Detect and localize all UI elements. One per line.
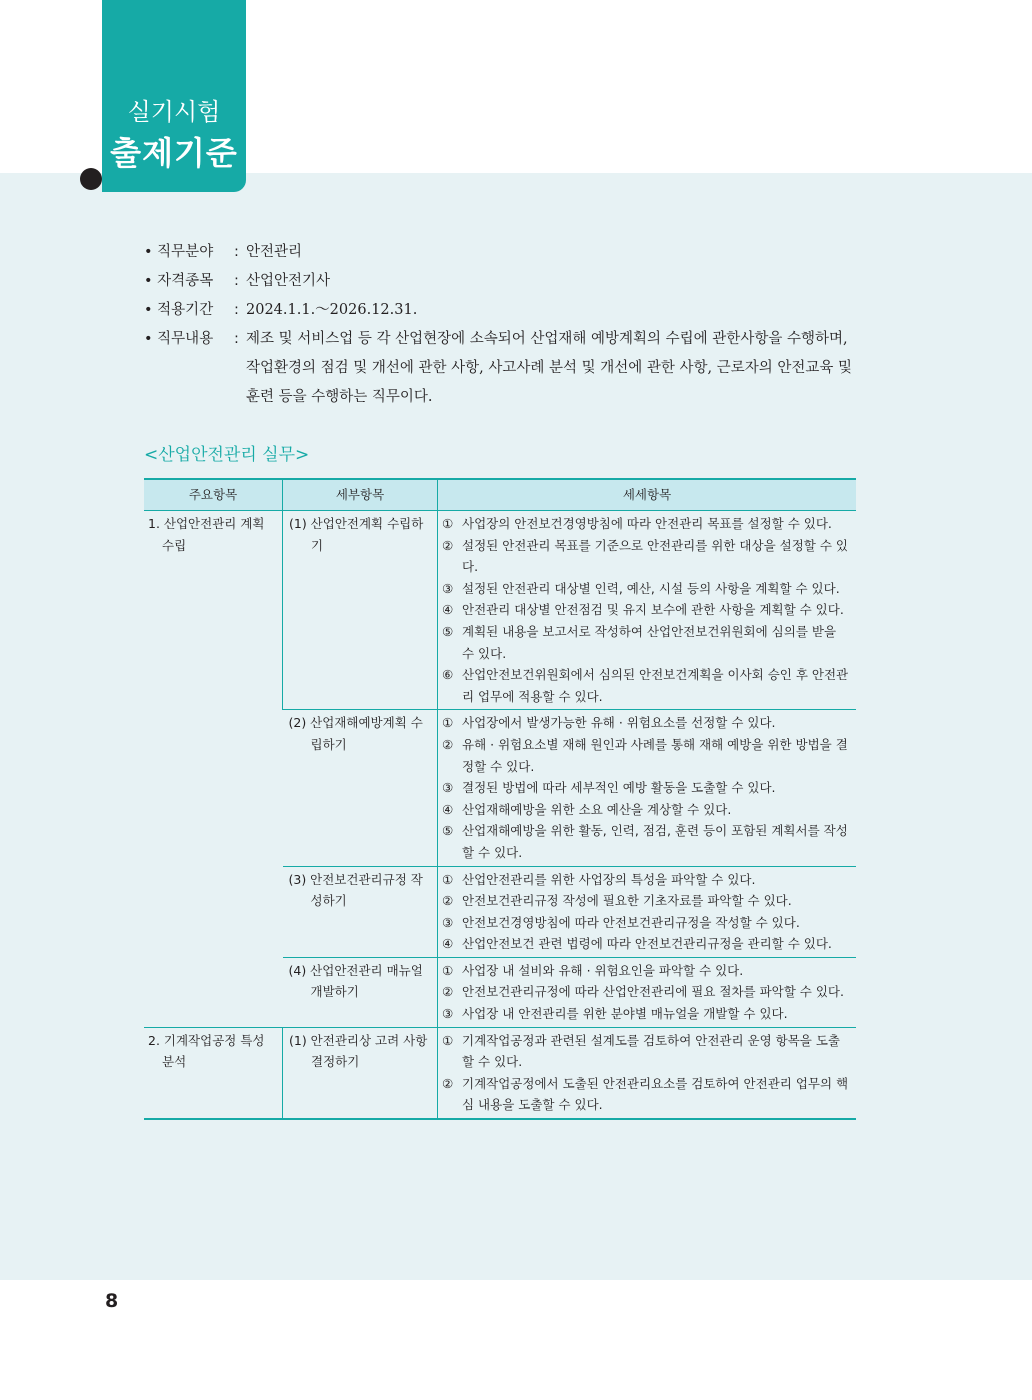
detail-item [442, 933, 852, 955]
detail-number: ② [442, 537, 454, 553]
detail-number: ④ [442, 801, 454, 817]
info-value: 제조 및 서비스업 등 각 산업현장에 소속되어 산업재해 예방계획의 수립에 관한사항을 수행하며, 작업환경의 점검 및 개선에 관한 사항, 사고사례 분석 및 개선에 관한 사항, 근로자의 안전교육 및 훈련 등을 수행하는 직무이다. [246, 331, 853, 405]
info-key: • 적용기간 [144, 302, 214, 318]
info-value: 2024.1.1.～2026.12.31. [246, 302, 418, 318]
detail-number: ③ [442, 780, 454, 796]
sub-item-cell [283, 710, 438, 866]
detail-item [442, 912, 852, 934]
tab-title-line1: 실기시험 [127, 98, 221, 126]
detail-item [442, 799, 852, 821]
detail-item [442, 981, 852, 1003]
detail-item-cell [438, 710, 857, 866]
sub-item-label: (2) 산업재해예방계획 수립하기 [288, 715, 423, 752]
detail-item [442, 777, 852, 799]
detail-number: ③ [442, 580, 454, 596]
detail-text: 기계작업공정과 관련된 설계도를 검토하여 안전관리 운영 항목을 도출할 수 있다. [462, 1032, 840, 1070]
detail-item [442, 820, 852, 863]
detail-item [442, 960, 852, 982]
detail-text: 안전보건경영방침에 따라 안전보건관리규정을 작성할 수 있다. [462, 914, 800, 930]
detail-number: ① [442, 1032, 454, 1048]
info-key: • 직무분야 [144, 244, 214, 260]
sub-item-label: (4) 산업안전관리 매뉴얼 개발하기 [288, 962, 423, 1000]
table-body [144, 511, 856, 1120]
sub-item-label: (1) 산업안전계획 수립하기 [289, 516, 424, 553]
table-row [144, 1027, 856, 1119]
sub-item-label: (1) 안전관리상 고려 사항 결정하기 [289, 1032, 428, 1070]
detail-item-cell [438, 1027, 857, 1119]
main-item-cell [144, 1027, 283, 1119]
section-tab [102, 0, 246, 192]
detail-text: 설정된 안전관리 목표를 기준으로 안전관리를 위한 대상을 설정할 수 있다. [462, 537, 848, 575]
detail-number: ② [442, 893, 454, 909]
section-title: <산업안전관리 실무> [144, 445, 310, 465]
detail-text: 유해 · 위험요소별 재해 원인과 사례를 통해 재해 예방을 위한 방법을 결정할 수 있다. [462, 736, 848, 774]
header-detail-item: 세세항목 [438, 479, 857, 511]
detail-list [442, 513, 852, 707]
detail-text: 사업장에서 발생가능한 유해 · 위험요소를 선정할 수 있다. [462, 715, 776, 731]
detail-text: 안전보건관리규정 작성에 필요한 기초자료를 파악할 수 있다. [462, 893, 792, 909]
sub-item-cell [283, 1027, 438, 1119]
header-main-item: 주요항목 [144, 479, 283, 511]
sub-item-cell [283, 957, 438, 1027]
detail-number: ② [442, 1075, 454, 1091]
detail-number: ③ [442, 914, 454, 930]
detail-text: 사업장 내 안전관리를 위한 분야별 매뉴얼을 개발할 수 있다. [462, 1006, 788, 1022]
detail-list [442, 869, 852, 955]
detail-number: ⑤ [442, 823, 454, 839]
detail-text: 설정된 안전관리 대상별 인력, 예산, 시설 등의 사항을 계획할 수 있다. [462, 580, 840, 596]
page-number: 8 [105, 1290, 119, 1312]
info-row: • 자격종목 : 산업안전기사 [144, 267, 864, 296]
detail-number: ③ [442, 1006, 454, 1022]
detail-item [442, 578, 852, 600]
detail-item [442, 1073, 852, 1116]
detail-number: ② [442, 984, 454, 1000]
header-sub-item: 세부항목 [283, 479, 438, 511]
detail-item [442, 890, 852, 912]
detail-number: ④ [442, 936, 454, 952]
detail-item-cell [438, 511, 857, 710]
detail-text: 사업장 내 설비와 유해 · 위험요인을 파악할 수 있다. [462, 962, 744, 978]
sub-item-label: (3) 안전보건관리규정 작성하기 [288, 871, 423, 909]
detail-item [442, 599, 852, 621]
detail-text: 계획된 내용을 보고서로 작성하여 산업안전보건위원회에 심의를 받을 수 있다. [462, 623, 837, 661]
detail-item [442, 621, 852, 664]
detail-text: 산업재해예방을 위한 소요 예산을 계상할 수 있다. [462, 801, 732, 817]
detail-item [442, 1003, 852, 1025]
detail-item [442, 869, 852, 891]
syllabus-table [144, 478, 856, 1120]
detail-item [442, 535, 852, 578]
detail-text: 사업장의 안전보건경영방침에 따라 안전관리 목표를 설정할 수 있다. [462, 516, 832, 531]
main-item-cell [144, 511, 283, 1028]
detail-item [442, 712, 852, 734]
detail-item [442, 664, 852, 707]
detail-text: 산업안전관리를 위한 사업장의 특성을 파악할 수 있다. [462, 871, 756, 887]
detail-list [442, 1030, 852, 1116]
tab-dot-decoration [80, 168, 102, 190]
main-item-label: 1. 산업안전관리 계획 수립 [148, 516, 265, 553]
detail-item-cell [438, 957, 857, 1027]
qualification-info [144, 238, 864, 412]
info-key: • 자격종목 [144, 273, 214, 289]
detail-text: 결정된 방법에 따라 세부적인 예방 활동을 도출할 수 있다. [462, 780, 776, 796]
sub-item-cell [283, 511, 438, 710]
detail-number: ④ [442, 602, 454, 618]
detail-number: ① [442, 871, 454, 887]
table-header-row [144, 479, 856, 511]
tab-title-line2: 출제기준 [110, 134, 238, 172]
detail-item-cell [438, 866, 857, 957]
detail-text: 산업안전보건위원회에서 심의된 안전보건계획을 이사회 승인 후 안전관리 업무에 적용할 수 있다. [462, 667, 849, 704]
detail-text: 산업안전보건 관련 법령에 따라 안전보건관리규정을 관리할 수 있다. [462, 936, 832, 952]
detail-text: 안전보건관리규정에 따라 산업안전관리에 필요 절차를 파악할 수 있다. [462, 984, 844, 1000]
info-key: • 직무내용 [144, 331, 214, 347]
detail-text: 안전관리 대상별 안전점검 및 유지 보수에 관한 사항을 계획할 수 있다. [462, 602, 844, 618]
info-row: • 직무분야 : 안전관리 [144, 238, 864, 267]
detail-item [442, 734, 852, 777]
detail-text: 기계작업공정에서 도출된 안전관리요소를 검토하여 안전관리 업무의 핵심 내용을 도출할 수 있다. [462, 1075, 849, 1113]
table-row [144, 511, 856, 710]
detail-list [442, 712, 852, 863]
detail-number: ① [442, 516, 454, 531]
info-row: • 직무내용 : 제조 및 서비스업 등 각 산업현장에 소속되어 산업재해 예방계획의 수립에 관한사항을 수행하며, 작업환경의 점검 및 개선에 관한 사항, 사고사례 분석 및 개선에 관한 사항, 근로자의 안전교육 및 훈련 등을 수행하는 직무이다. [144, 325, 864, 412]
main-item-label: 2. 기계작업공정 특성 분석 [148, 1032, 265, 1070]
detail-item [442, 513, 852, 535]
sub-item-cell [283, 866, 438, 957]
detail-text: 산업재해예방을 위한 활동, 인력, 점검, 훈련 등이 포함된 계획서를 작성할 수 있다. [462, 823, 848, 860]
detail-number: ⑤ [442, 623, 454, 639]
detail-number: ② [442, 736, 454, 752]
detail-number: ① [442, 962, 454, 978]
detail-number: ⑥ [442, 667, 454, 683]
info-row: • 적용기간 : 2024.1.1.～2026.12.31. [144, 296, 864, 325]
info-value: 산업안전기사 [246, 273, 331, 289]
info-value: 안전관리 [246, 244, 303, 260]
detail-list [442, 960, 852, 1025]
detail-item [442, 1030, 852, 1073]
detail-number: ① [442, 715, 454, 731]
